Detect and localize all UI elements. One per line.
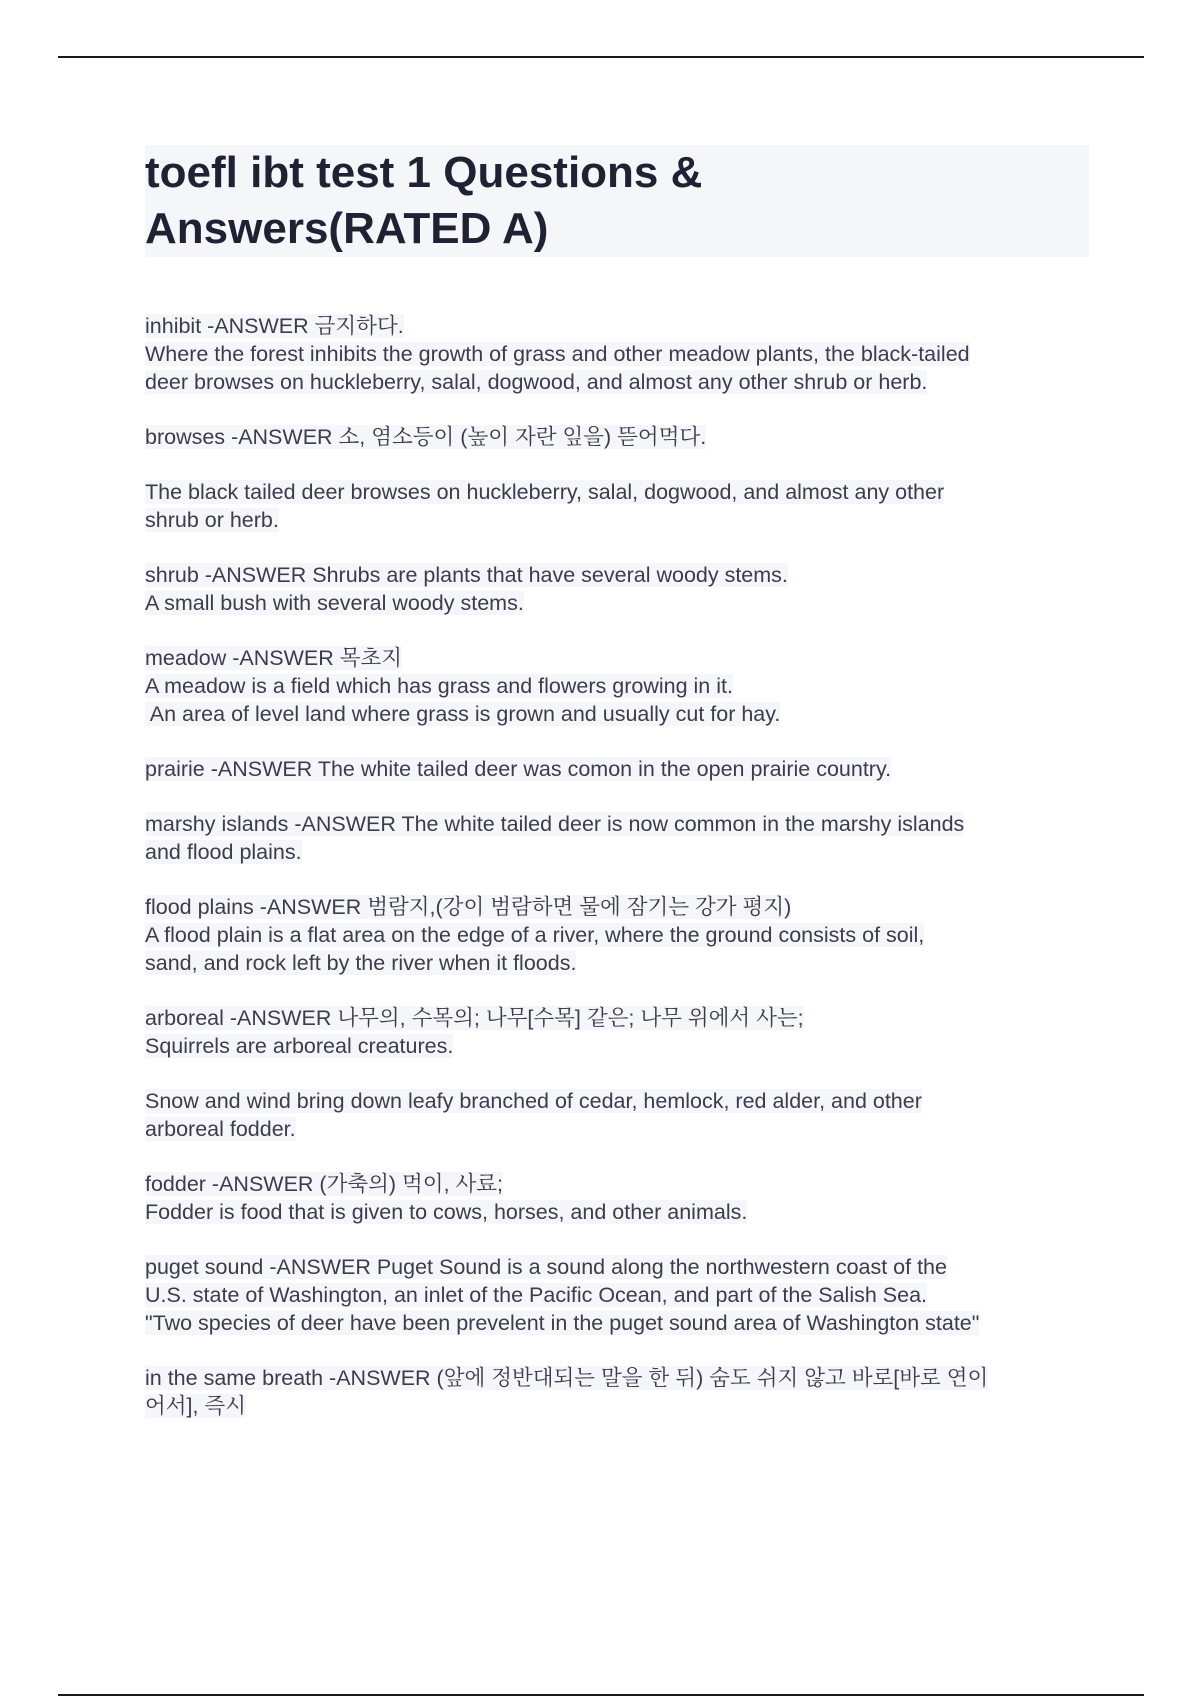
text-line-content: arboreal -ANSWER 나무의, 수목의; 나무[수목] 같은; 나무 위에서 사는; — [145, 1006, 804, 1030]
text-line-content: flood plains -ANSWER 범람지,(강이 범람하면 물에 잠기는 강가 평지) — [145, 895, 792, 919]
text-line-content: deer browses on huckleberry, salal, dogwood, and almost any other shrub or herb. — [145, 370, 928, 394]
entry-marshy-islands — [145, 810, 1095, 866]
text-line-content: shrub -ANSWER Shrubs are plants that have several woody stems. — [145, 563, 788, 587]
text-line-content: U.S. state of Washington, an inlet of the Pacific Ocean, and part of the Salish Sea. — [145, 1283, 928, 1307]
entry-arboreal — [145, 1004, 1095, 1060]
text-line-content: meadow -ANSWER 목초지 — [145, 646, 403, 670]
text-line-content: sand, and rock left by the river when it floods. — [145, 951, 577, 975]
text-line — [145, 561, 1095, 589]
entry-prairie — [145, 755, 1095, 783]
text-line-content: shrub or herb. — [145, 508, 279, 532]
text-line — [145, 1253, 1095, 1281]
entry-browses-example — [145, 478, 1095, 534]
text-line-content: browses -ANSWER 소, 염소등이 (높이 자란 잎을) 뜯어먹다. — [145, 425, 707, 449]
text-line — [145, 1309, 1095, 1337]
text-line-content: A flood plain is a flat area on the edge of a river, where the ground consists of soil, — [145, 923, 925, 947]
text-line — [145, 672, 1095, 700]
text-line — [145, 340, 1095, 368]
entry-meadow — [145, 644, 1095, 728]
top-rule — [58, 56, 1144, 58]
entry-flood-plains — [145, 893, 1095, 977]
text-line-content: marshy islands -ANSWER The white tailed deer is now common in the marshy islands — [145, 812, 965, 836]
bottom-rule — [58, 1694, 1144, 1696]
text-line — [145, 423, 1095, 451]
text-line — [145, 921, 1095, 949]
title-block — [145, 145, 1089, 257]
entry-arboreal-example — [145, 1087, 1095, 1143]
text-line-content: in the same breath -ANSWER (앞에 정반대되는 말을 한 뒤) 숨도 쉬지 않고 바로[바로 연이 — [145, 1366, 989, 1390]
text-line — [145, 1364, 1095, 1392]
entry-puget-sound — [145, 1253, 1095, 1337]
text-line-content: A meadow is a field which has grass and flowers growing in it. — [145, 674, 733, 698]
text-line — [145, 368, 1095, 396]
text-line-content: Where the forest inhibits the growth of grass and other meadow plants, the black-tailed — [145, 342, 970, 366]
title-line: toefl ibt test 1 Questions & — [145, 148, 703, 197]
title-line: Answers(RATED A) — [145, 204, 549, 253]
text-line — [145, 1115, 1095, 1143]
text-line-content: "Two species of deer have been prevelent in the puget sound area of Washington state" — [145, 1311, 980, 1335]
page-title — [145, 145, 905, 257]
entry-shrub — [145, 561, 1095, 617]
text-line — [145, 1032, 1095, 1060]
text-line — [145, 644, 1095, 672]
text-line-content: Snow and wind bring down leafy branched of cedar, hemlock, red alder, and other — [145, 1089, 922, 1113]
text-line — [145, 810, 1095, 838]
document-body — [145, 312, 1095, 1447]
text-line-content: Fodder is food that is given to cows, horses, and other animals. — [145, 1200, 748, 1224]
text-line — [145, 312, 1095, 340]
text-line — [145, 1170, 1095, 1198]
text-line-content: Squirrels are arboreal creatures. — [145, 1034, 454, 1058]
text-line — [145, 506, 1095, 534]
text-line-content: puget sound -ANSWER Puget Sound is a sound along the northwestern coast of the — [145, 1255, 947, 1279]
text-line — [145, 700, 1095, 728]
text-line-content: inhibit -ANSWER 금지하다. — [145, 314, 404, 338]
entry-fodder — [145, 1170, 1095, 1226]
text-line — [145, 949, 1095, 977]
text-line-content: The black tailed deer browses on huckleberry, salal, dogwood, and almost any other — [145, 480, 945, 504]
text-line-content: A small bush with several woody stems. — [145, 591, 524, 615]
text-line — [145, 1004, 1095, 1032]
text-line-content: An area of level land where grass is grown and usually cut for hay. — [145, 702, 781, 726]
text-line-content: arboreal fodder. — [145, 1117, 296, 1141]
text-line-content: fodder -ANSWER (가축의) 먹이, 사료; — [145, 1172, 504, 1196]
text-line-content: 어서], 즉시 — [145, 1394, 246, 1418]
text-line — [145, 755, 1095, 783]
text-line — [145, 1281, 1095, 1309]
entry-inhibit — [145, 312, 1095, 396]
text-line — [145, 1392, 1095, 1420]
text-line-content: prairie -ANSWER The white tailed deer was comon in the open prairie country. — [145, 757, 892, 781]
text-line-content: and flood plains. — [145, 840, 302, 864]
text-line — [145, 478, 1095, 506]
text-line — [145, 893, 1095, 921]
text-line — [145, 589, 1095, 617]
text-line — [145, 1198, 1095, 1226]
text-line — [145, 1087, 1095, 1115]
text-line — [145, 838, 1095, 866]
entry-browses — [145, 423, 1095, 451]
entry-in-the-same-breath — [145, 1364, 1095, 1420]
